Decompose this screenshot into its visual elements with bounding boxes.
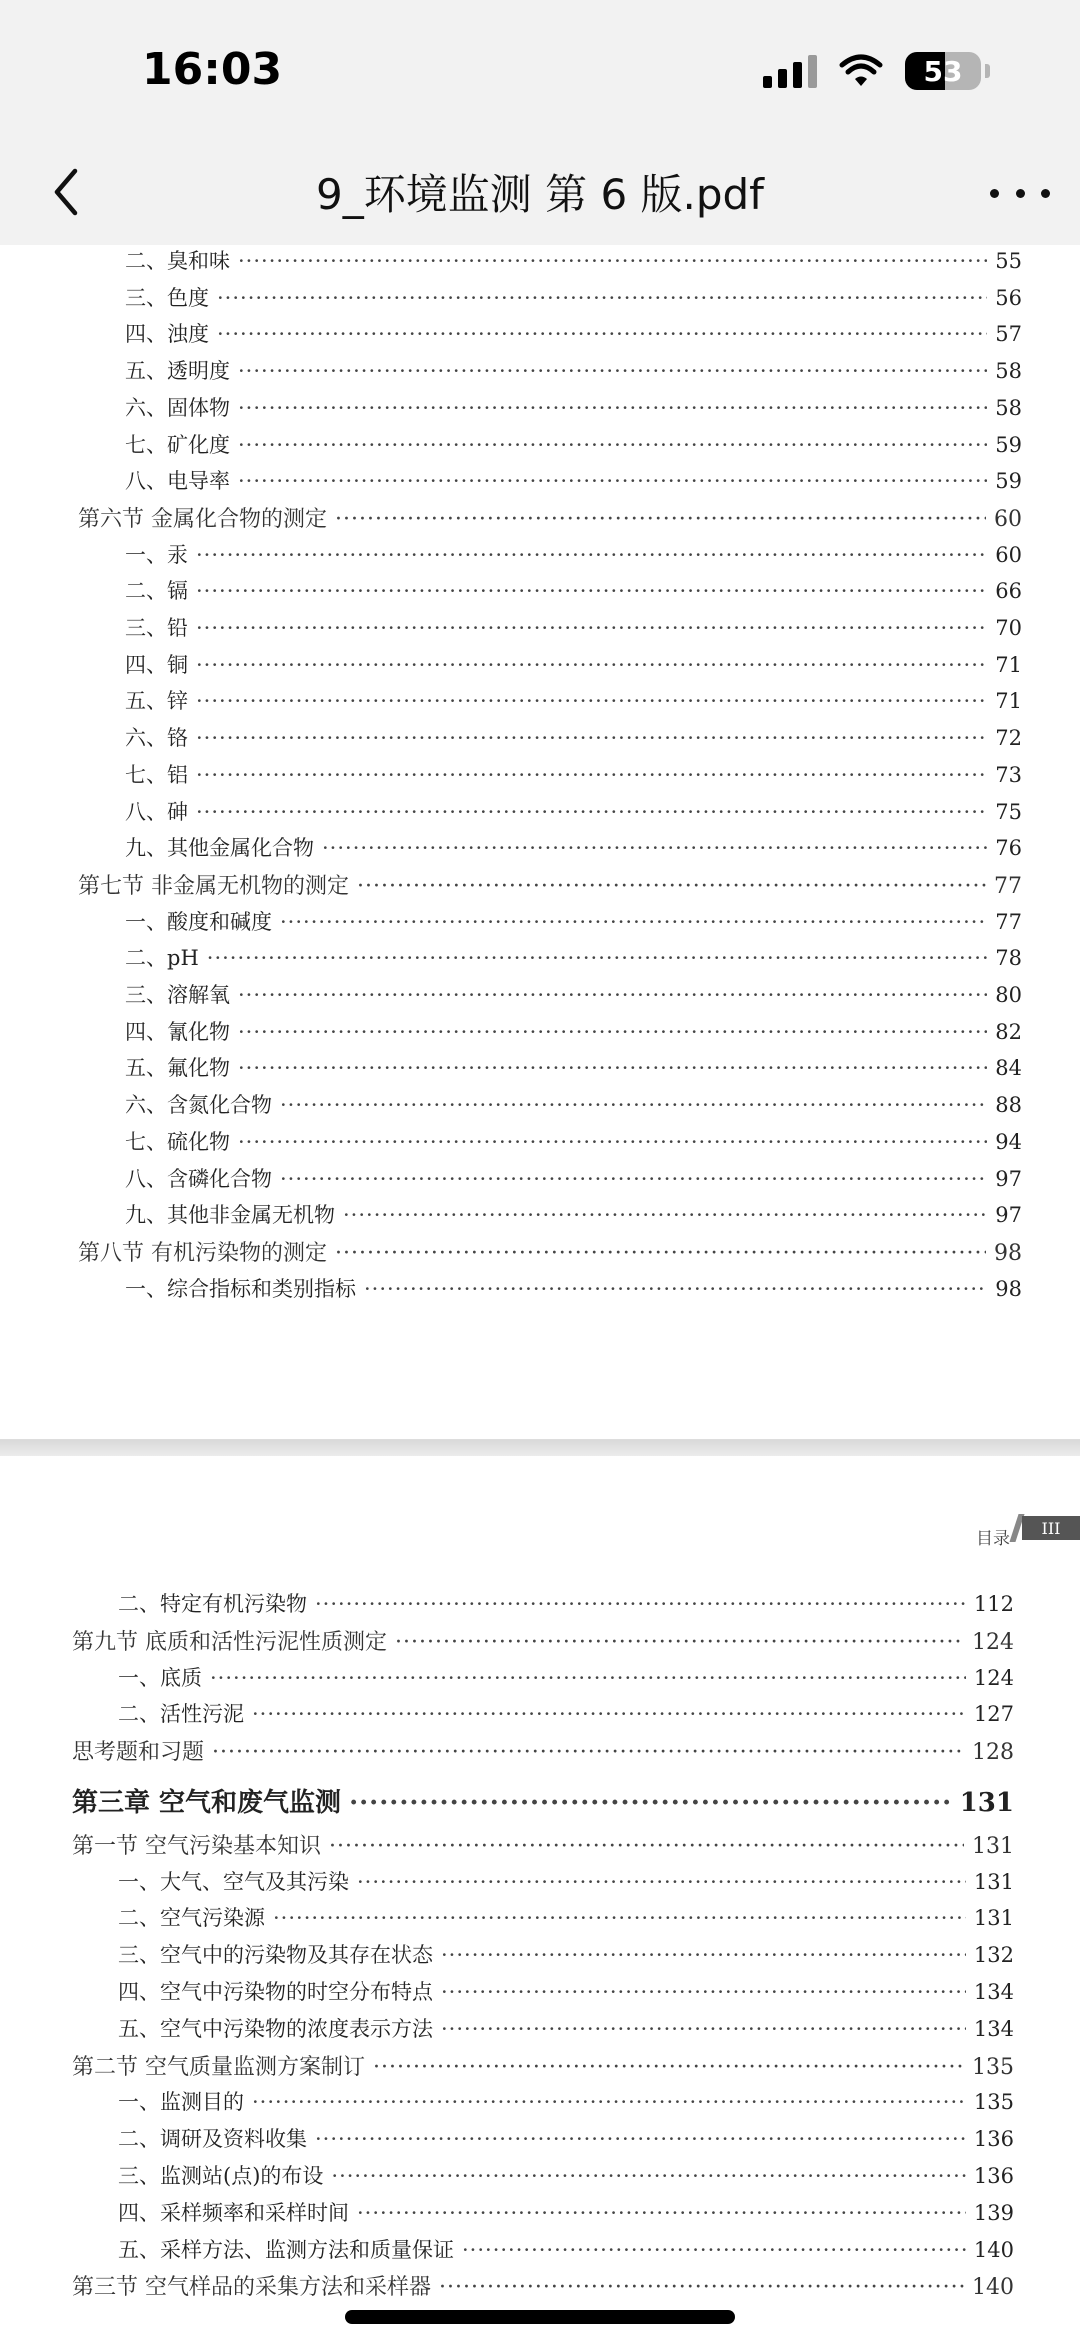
toc-item-entry[interactable] xyxy=(0,392,1022,422)
toc-page-number: 82 xyxy=(995,1019,1022,1044)
toc-dot-leader xyxy=(207,946,988,970)
toc-item-entry[interactable] xyxy=(0,685,1022,715)
battery-level: 53 xyxy=(923,54,963,88)
toc-dot-leader xyxy=(252,1702,966,1726)
toc-page-number: 78 xyxy=(995,946,1022,971)
toc-item-entry[interactable] xyxy=(0,832,1022,862)
toc-entry-title: 七、矿化度 xyxy=(125,432,230,457)
toc-dot-leader xyxy=(196,726,987,750)
battery-cap xyxy=(985,64,990,78)
toc-dot-leader xyxy=(196,616,987,640)
toc-page-number: 127 xyxy=(973,1702,1014,1727)
toc-dot-leader xyxy=(439,2275,964,2300)
toc-page-number: 139 xyxy=(973,2200,1014,2225)
toc-dot-leader xyxy=(238,1020,987,1044)
toc-dot-leader xyxy=(357,2201,966,2225)
toc-item-entry[interactable] xyxy=(0,2086,1014,2116)
toc-dot-leader xyxy=(196,763,987,787)
page-divider xyxy=(0,1440,1080,1456)
toc-section-entry[interactable] xyxy=(0,1735,1014,1766)
toc-page-number: 98 xyxy=(995,1276,1022,1301)
toc-item-entry[interactable] xyxy=(0,575,1022,605)
toc-dot-leader xyxy=(238,1056,987,1080)
toc-item-entry[interactable] xyxy=(0,1698,1014,1728)
toc-page-number: 98 xyxy=(994,1240,1022,1266)
toc-entry-title: 第七节 非金属无机物的测定 xyxy=(78,873,349,899)
toc-entry-title: 七、铝 xyxy=(125,762,188,787)
toc-entry-title: 三、空气中的污染物及其存在状态 xyxy=(118,1943,433,1968)
toc-entry-title: 五、透明度 xyxy=(125,359,230,384)
toc-dot-leader xyxy=(441,2017,966,2041)
status-bar xyxy=(0,0,1080,140)
toc-page-number: 72 xyxy=(995,726,1022,751)
toc-item-entry[interactable] xyxy=(0,1089,1022,1119)
toc-item-entry[interactable] xyxy=(0,906,1022,936)
toc-item-entry[interactable] xyxy=(0,1939,1014,1969)
toc-entry-title: 二、臭和味 xyxy=(125,249,230,273)
more-options-button[interactable] xyxy=(990,168,1050,218)
toc-page-number: 59 xyxy=(995,469,1022,494)
toc-item-entry[interactable] xyxy=(0,1662,1014,1692)
toc-entry-title: 第六节 金属化合物的测定 xyxy=(78,506,327,532)
toc-item-entry[interactable] xyxy=(0,2013,1014,2043)
toc-item-entry[interactable] xyxy=(0,355,1022,385)
toc-page-number: 58 xyxy=(995,359,1022,384)
toc-item-entry[interactable] xyxy=(0,2234,1014,2264)
toc-dot-leader xyxy=(357,1870,966,1894)
toc-page-number: 70 xyxy=(995,616,1022,640)
toc-dot-leader xyxy=(357,874,986,899)
toc-page-number: 57 xyxy=(995,322,1022,347)
toc-item-entry[interactable] xyxy=(0,465,1022,495)
toc-page-number: 77 xyxy=(995,909,1022,934)
page-header-label: 目录 xyxy=(976,1529,1010,1549)
toc-page-number: 128 xyxy=(972,1740,1014,1766)
toc-dot-leader xyxy=(280,1167,987,1191)
toc-dot-leader xyxy=(217,322,987,346)
toc-page-number: 60 xyxy=(995,542,1022,567)
toc-entry-title: 二、调研及资料收集 xyxy=(118,2127,307,2152)
toc-item-entry[interactable] xyxy=(0,282,1022,312)
toc-entry-title: 六、含氮化合物 xyxy=(125,1093,272,1118)
toc-entry-title: 四、氰化物 xyxy=(125,1019,230,1044)
toc-item-entry[interactable] xyxy=(0,1126,1022,1156)
toc-item-entry[interactable] xyxy=(0,1976,1014,2006)
toc-page-number: 112 xyxy=(973,1592,1014,1616)
toc-chapter-entry[interactable] xyxy=(0,1782,1014,1819)
toc-dot-leader xyxy=(196,689,987,713)
toc-page-number: 140 xyxy=(972,2275,1014,2301)
toc-entry-title: 八、含磷化合物 xyxy=(125,1166,272,1191)
toc-page-number: 134 xyxy=(973,2016,1014,2041)
toc-entry-title: 八、砷 xyxy=(125,799,188,824)
toc-section-entry[interactable] xyxy=(0,2270,1014,2301)
toc-entry-title: 四、浊度 xyxy=(125,322,209,347)
ellipsis-icon xyxy=(990,189,999,198)
toc-page-number: 60 xyxy=(994,506,1022,532)
toc-entry-title: 一、综合指标和类别指标 xyxy=(125,1276,356,1301)
toc-dot-leader xyxy=(196,653,987,677)
toc-entry-title: 第三章 空气和废气监测 xyxy=(72,1788,342,1818)
toc-entry-title: 第三节 空气样品的采集方法和采样器 xyxy=(72,2275,431,2301)
toc-page-number: 76 xyxy=(995,836,1022,861)
toc-dot-leader xyxy=(331,2164,966,2188)
toc-page-number: 80 xyxy=(995,983,1022,1007)
toc-section-entry[interactable] xyxy=(0,869,1022,900)
toc-page-number: 132 xyxy=(973,1943,1014,1968)
toc-entry-title: 五、锌 xyxy=(125,689,188,714)
toc-page-number: 136 xyxy=(973,2127,1014,2152)
toc-entry-title: 二、空气污染源 xyxy=(118,1906,265,1931)
toc-item-entry[interactable] xyxy=(0,1199,1022,1229)
toc-page-number: 135 xyxy=(973,2090,1014,2115)
toc-page-number: 75 xyxy=(995,799,1022,824)
toc-item-entry[interactable] xyxy=(0,1163,1022,1193)
toc-entry-title: 六、固体物 xyxy=(125,395,230,420)
pdf-page-1[interactable] xyxy=(0,245,1080,1440)
toc-section-entry[interactable] xyxy=(0,1625,1014,1656)
toc-page-number: 84 xyxy=(995,1056,1022,1081)
pdf-page-2[interactable] xyxy=(0,1456,1080,2341)
toc-page-number: 135 xyxy=(972,2054,1014,2080)
toc-item-entry[interactable] xyxy=(0,2197,1014,2227)
toc-item-entry[interactable] xyxy=(0,1273,1022,1303)
toc-entry-title: 二、镉 xyxy=(125,579,188,604)
toc-item-entry[interactable] xyxy=(0,539,1022,569)
battery-icon xyxy=(905,52,981,90)
toc-page-number: 97 xyxy=(995,1203,1022,1228)
wifi-icon xyxy=(839,54,883,88)
toc-page-number: 131 xyxy=(973,1906,1014,1931)
toc-dot-leader xyxy=(364,1277,987,1301)
toc-dot-leader xyxy=(238,469,987,493)
toc-dot-leader xyxy=(373,2055,964,2080)
toc-page-number: 124 xyxy=(973,1665,1014,1690)
cellular-signal-icon xyxy=(763,54,817,88)
page-header-roman: III xyxy=(1022,1516,1080,1540)
toc-page-number: 131 xyxy=(959,1788,1014,1818)
toc-item-entry[interactable] xyxy=(0,318,1022,348)
toc-entry-title: 二、pH xyxy=(125,946,199,971)
toc-dot-leader xyxy=(329,1834,964,1859)
toc-dot-leader xyxy=(238,1130,987,1154)
toc-item-entry[interactable] xyxy=(0,612,1022,642)
toc-entry-title: 三、监测站(点)的布设 xyxy=(118,2164,324,2188)
toc-entry-title: 二、活性污泥 xyxy=(118,1702,244,1727)
toc-page-number: 140 xyxy=(973,2237,1014,2262)
toc-entry-title: 四、采样频率和采样时间 xyxy=(118,2200,349,2225)
toc-dot-leader xyxy=(196,579,987,603)
toc-entry-title: 第九节 底质和活性污泥性质测定 xyxy=(72,1629,387,1655)
toc-page-number: 124 xyxy=(972,1629,1014,1655)
toc-dot-leader xyxy=(315,2127,966,2151)
toc-page-number: 97 xyxy=(995,1166,1022,1191)
toc-entry-title: 一、酸度和碱度 xyxy=(125,909,272,934)
toc-dot-leader xyxy=(315,1592,966,1616)
toc-item-entry[interactable] xyxy=(0,429,1022,459)
toc-entry-title: 六、铬 xyxy=(125,726,188,751)
toc-page-number: 71 xyxy=(995,689,1022,714)
toc-dot-leader xyxy=(343,1203,987,1227)
toc-entry-title: 五、空气中污染物的浓度表示方法 xyxy=(118,2016,433,2041)
toc-entry-title: 思考题和习题 xyxy=(72,1740,205,1766)
toc-item-entry[interactable] xyxy=(0,1866,1014,1896)
toc-entry-title: 五、采样方法、监测方法和质量保证 xyxy=(118,2237,454,2262)
toc-item-entry[interactable] xyxy=(0,796,1022,826)
toc-entry-title: 二、特定有机污染物 xyxy=(118,1592,307,1616)
toc-item-entry[interactable] xyxy=(0,2160,1014,2190)
toc-dot-leader xyxy=(462,2238,966,2262)
toc-entry-title: 九、其他非金属无机物 xyxy=(125,1203,335,1228)
toc-page-number: 94 xyxy=(995,1129,1022,1154)
toc-dot-leader xyxy=(441,1980,966,2004)
toc-entry-title: 三、溶解氧 xyxy=(125,983,230,1007)
toc-page-number: 59 xyxy=(995,432,1022,457)
toc-entry-title: 四、空气中污染物的时空分布特点 xyxy=(118,1980,433,2004)
toc-item-entry[interactable] xyxy=(0,1588,1014,1618)
status-icons xyxy=(763,52,990,90)
toc-dot-leader xyxy=(196,543,987,567)
toc-entry-title: 一、底质 xyxy=(118,1665,202,1690)
toc-dot-leader xyxy=(238,983,987,1007)
toc-dot-leader xyxy=(238,396,987,420)
toc-section-entry[interactable] xyxy=(0,502,1022,533)
toc-entry-title: 第八节 有机污染物的测定 xyxy=(78,1240,327,1266)
toc-dot-leader xyxy=(280,910,987,934)
toc-dot-leader xyxy=(322,836,987,860)
toc-dot-leader xyxy=(238,433,987,457)
toc-dot-leader xyxy=(273,1906,966,1930)
toc-section-entry[interactable] xyxy=(0,1829,1014,1860)
toc-dot-leader xyxy=(212,1740,964,1765)
toc-entry-title: 八、电导率 xyxy=(125,469,230,494)
toc-page-number: 134 xyxy=(973,1980,1014,2004)
toc-entry-title: 一、大气、空气及其污染 xyxy=(118,1869,349,1894)
toc-page-number: 73 xyxy=(995,762,1022,787)
toc-dot-leader xyxy=(217,286,987,310)
toc-dot-leader xyxy=(395,1630,964,1655)
toc-dot-leader xyxy=(210,1666,966,1690)
toc-item-entry[interactable] xyxy=(0,759,1022,789)
toc-item-entry[interactable] xyxy=(0,649,1022,679)
toc-page-number: 88 xyxy=(995,1093,1022,1118)
toc-dot-leader xyxy=(335,1241,986,1266)
toc-dot-leader xyxy=(238,359,987,383)
toc-entry-title: 七、硫化物 xyxy=(125,1129,230,1154)
toc-item-entry[interactable] xyxy=(0,722,1022,752)
toc-page-number: 136 xyxy=(973,2164,1014,2188)
toc-item-entry[interactable] xyxy=(0,2123,1014,2153)
toc-page-number: 77 xyxy=(994,873,1022,899)
toc-entry-title: 九、其他金属化合物 xyxy=(125,836,314,861)
toc-page-number: 131 xyxy=(973,1869,1014,1894)
toc-entry-title: 一、汞 xyxy=(125,542,188,567)
toc-dot-leader xyxy=(441,1943,966,1967)
toc-item-entry[interactable] xyxy=(0,942,1022,972)
toc-page-number: 131 xyxy=(972,1833,1014,1859)
toc-entry-title: 一、监测目的 xyxy=(118,2090,244,2115)
toc-entry-title: 五、氟化物 xyxy=(125,1056,230,1081)
toc-entry-title: 三、铅 xyxy=(125,616,188,640)
home-indicator xyxy=(345,2310,735,2324)
toc-dot-leader xyxy=(196,800,987,824)
navigation-bar xyxy=(0,140,1080,245)
toc-entry-title: 三、色度 xyxy=(125,285,209,310)
toc-page-number: 66 xyxy=(995,579,1022,604)
toc-page-number: 71 xyxy=(995,652,1022,677)
toc-dot-leader xyxy=(335,507,986,532)
toc-item-entry[interactable] xyxy=(0,245,1022,275)
toc-dot-leader xyxy=(252,2090,966,2114)
toc-entry-title: 第二节 空气质量监测方案制订 xyxy=(72,2054,365,2080)
toc-entry-title: 四、铜 xyxy=(125,652,188,677)
toc-item-entry[interactable] xyxy=(0,1052,1022,1082)
toc-dot-leader xyxy=(349,1788,952,1818)
toc-page-number: 55 xyxy=(995,249,1022,273)
toc-dot-leader xyxy=(238,249,987,273)
toc-section-entry[interactable] xyxy=(0,2050,1014,2081)
toc-item-entry[interactable] xyxy=(0,1016,1022,1046)
toc-page-number: 58 xyxy=(995,395,1022,420)
toc-page-number: 56 xyxy=(995,285,1022,310)
document-title: 9_环境监测 第 6 版.pdf xyxy=(316,170,764,219)
toc-dot-leader xyxy=(280,1093,987,1117)
status-time: 16:03 xyxy=(142,44,283,95)
toc-section-entry[interactable] xyxy=(0,1236,1022,1267)
toc-item-entry[interactable] xyxy=(0,979,1022,1009)
toc-entry-title: 第一节 空气污染基本知识 xyxy=(72,1833,321,1859)
toc-item-entry[interactable] xyxy=(0,1902,1014,1932)
